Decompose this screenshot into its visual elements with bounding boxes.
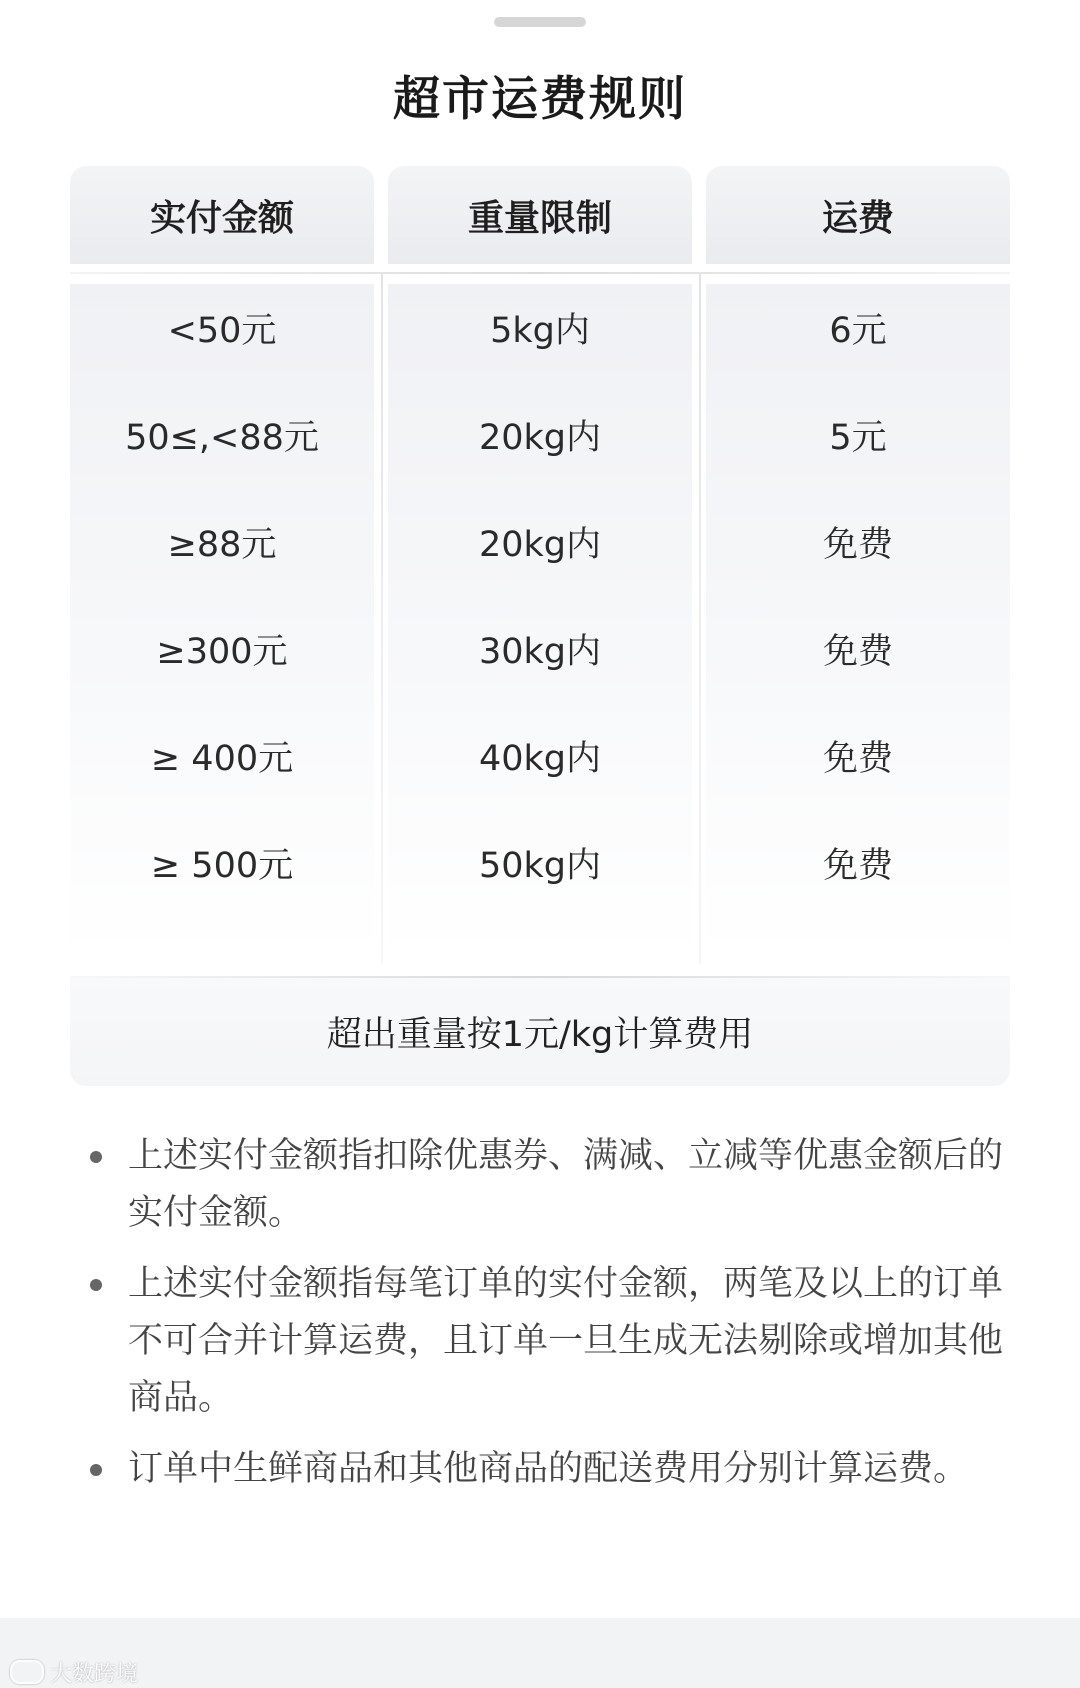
- cell-amount: ≥ 400元: [150, 739, 294, 779]
- header-fee: 运费: [706, 166, 1010, 264]
- column-divider: [381, 274, 383, 964]
- drag-handle[interactable]: [494, 17, 586, 27]
- cell-weight: 40kg内: [478, 739, 602, 779]
- cell-weight: 5kg内: [490, 311, 590, 351]
- cell-weight: 20kg内: [478, 525, 602, 565]
- bullet-icon: [90, 1464, 102, 1476]
- list-item: [88, 1128, 1008, 1242]
- cell-fee: 免费: [822, 846, 893, 886]
- cell-fee: 免费: [822, 739, 893, 779]
- bottom-bar: [0, 1618, 1080, 1688]
- overweight-fee-note: 超出重量按1元/kg计算费用: [70, 978, 1010, 1086]
- table-column-weight: [388, 166, 692, 956]
- list-item: [88, 1441, 1008, 1498]
- cell-fee: 免费: [822, 525, 893, 565]
- cell-fee: 5元: [829, 418, 887, 458]
- bullet-icon: [90, 1279, 102, 1291]
- note-text: 订单中生鲜商品和其他商品的配送费用分别计算运费。: [128, 1449, 969, 1489]
- column-divider: [699, 274, 701, 964]
- bullet-icon: [90, 1151, 102, 1163]
- cell-weight: 50kg内: [478, 846, 602, 886]
- note-text: 上述实付金额指扣除优惠券、满减、立减等优惠金额后的实付金额。: [128, 1136, 1004, 1233]
- cell-weight: 30kg内: [478, 632, 602, 672]
- cell-weight: 20kg内: [478, 418, 602, 458]
- cell-amount: 50≤,<88元: [125, 418, 319, 458]
- table-column-fee: [706, 166, 1010, 956]
- cell-fee: 6元: [829, 311, 887, 351]
- watermark: [10, 1660, 139, 1687]
- notes-list: [88, 1128, 1008, 1512]
- list-item: [88, 1256, 1008, 1427]
- cell-fee: 免费: [822, 632, 893, 672]
- watermark-text: 大数跨境: [50, 1661, 139, 1687]
- header-weight: 重量限制: [388, 166, 692, 264]
- cell-amount: ≥300元: [156, 632, 288, 672]
- header-amount: 实付金额: [70, 166, 374, 264]
- cell-amount: <50元: [167, 311, 277, 351]
- logo-icon: [10, 1660, 44, 1684]
- page-title: 超市运费规则: [393, 72, 687, 127]
- header-divider: [70, 272, 1010, 274]
- cell-amount: ≥ 500元: [150, 846, 294, 886]
- freight-table: [70, 166, 1010, 1086]
- note-text: 上述实付金额指每笔订单的实付金额，两笔及以上的订单不可合并计算运费，且订单一旦生成无法剔除或增加其他商品。: [128, 1264, 1004, 1418]
- cell-amount: ≥88元: [167, 525, 277, 565]
- table-column-amount: [70, 166, 374, 956]
